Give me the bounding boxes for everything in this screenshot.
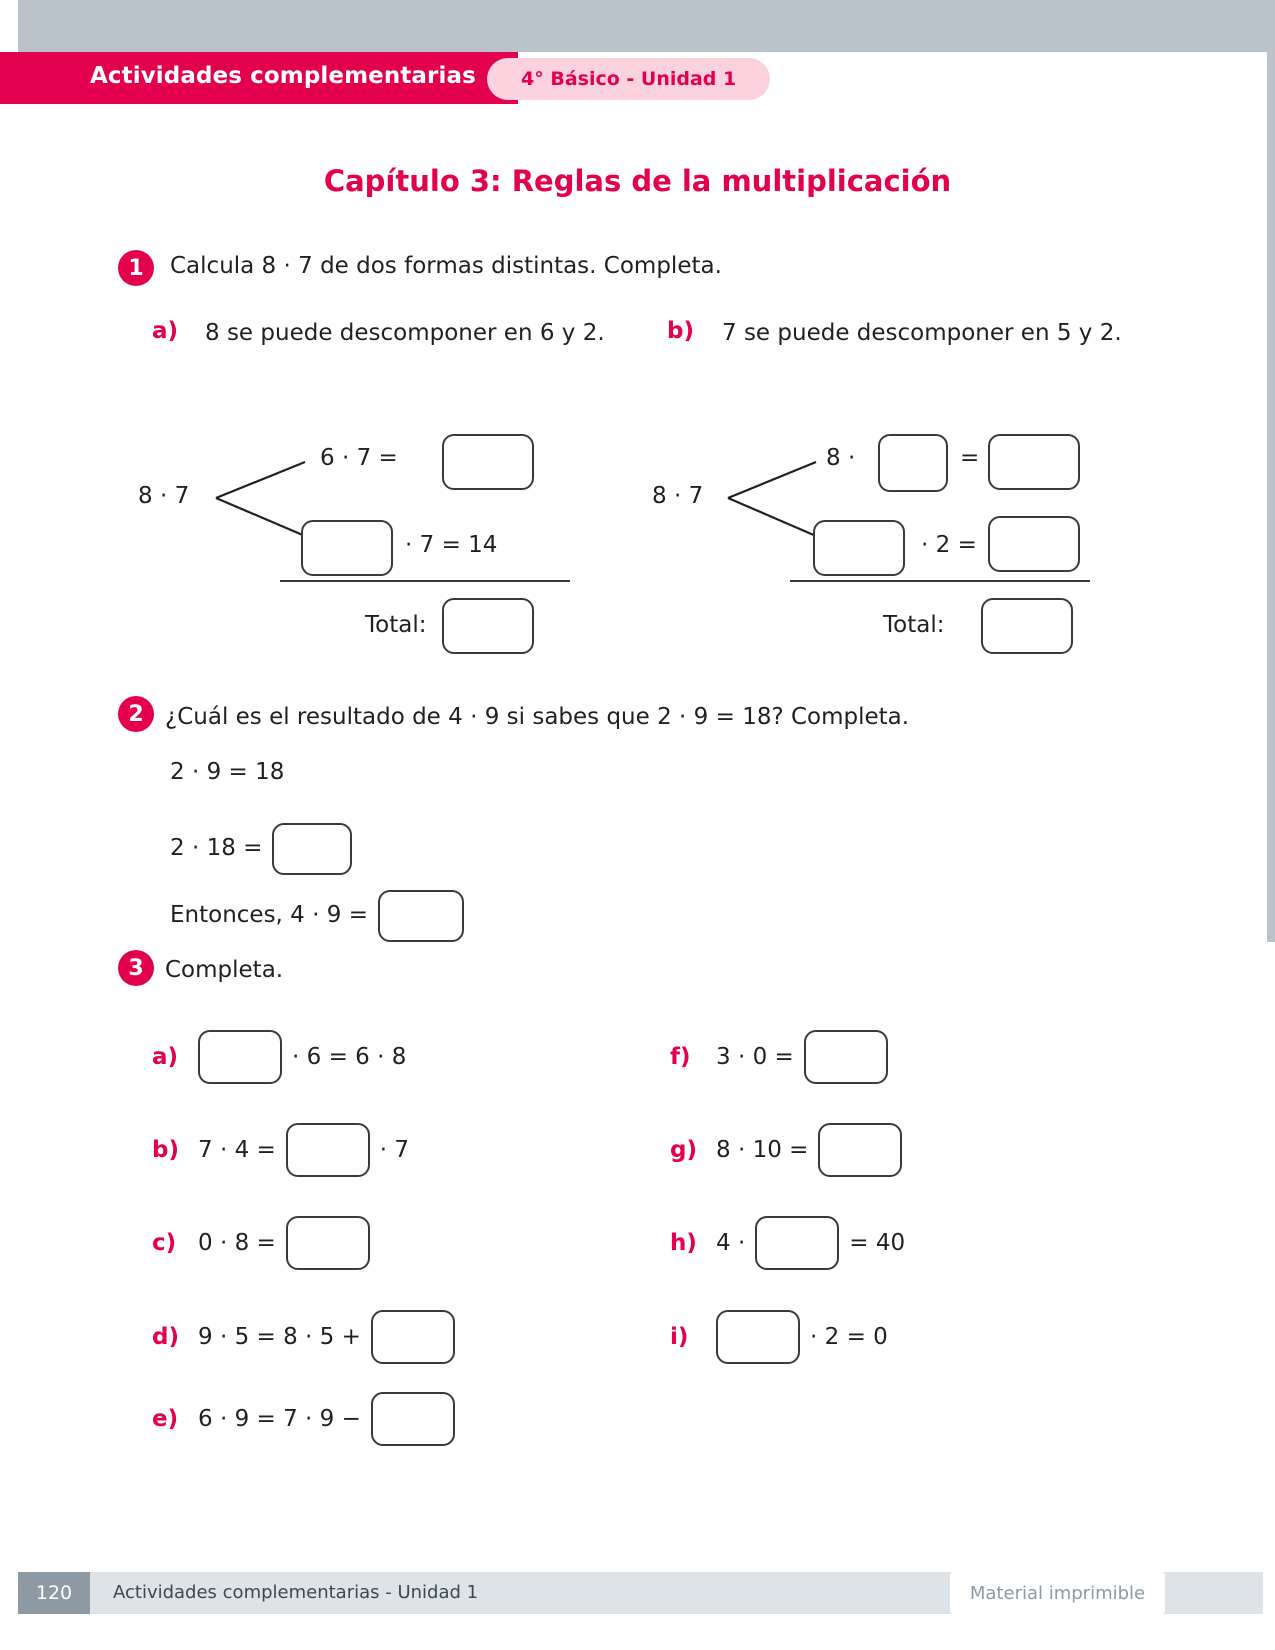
diagram-a-bottom-answer-box[interactable] — [301, 520, 393, 576]
exercise-3-item-g-answer-box[interactable] — [818, 1123, 902, 1177]
exercise-3-item-e-answer-box[interactable] — [371, 1392, 455, 1446]
diagram-b-total-rule — [790, 580, 1090, 582]
header-unit-pill-label: 4° Básico - Unidad 1 — [521, 68, 737, 90]
exercise-1a-letter: a) — [152, 318, 179, 344]
diagram-a-top-expression: 6 · 7 = — [320, 445, 398, 471]
exercise-2-line-3 — [170, 890, 464, 942]
exercise-3-item-a-answer-box[interactable] — [198, 1030, 282, 1084]
footer-page-number: 120 — [18, 1572, 90, 1614]
footer-printable-label: Material imprimible — [969, 1582, 1146, 1604]
diagram-b-top-answer-box-1[interactable] — [878, 434, 948, 492]
exercise-3-item-f-letter: f) — [670, 1044, 691, 1070]
exercise-2-line-1: 2 · 9 = 18 — [170, 759, 285, 785]
exercise-3-item-h-answer-box[interactable] — [755, 1216, 839, 1270]
diagram-a-bottom-expression: · 7 = 14 — [405, 532, 498, 558]
exercise-3-item-d — [152, 1310, 455, 1364]
exercise-3-item-g-before: 8 · 10 = — [716, 1137, 809, 1163]
top-grey-bar — [0, 0, 1275, 52]
exercise-3-item-f — [670, 1030, 888, 1084]
exercise-3-item-h-letter: h) — [670, 1230, 697, 1256]
exercise-3-item-h-after: = 40 — [849, 1230, 906, 1256]
exercise-3-item-c-before: 0 · 8 = — [198, 1230, 276, 1256]
diagram-b-bottom-answer-box-1[interactable] — [813, 520, 905, 576]
exercise-1-stem: Calcula 8 · 7 de dos formas distintas. Completa. — [170, 253, 722, 279]
exercise-3-item-e — [152, 1392, 455, 1446]
diagram-b-total-answer-box[interactable] — [981, 598, 1073, 654]
exercise-1b-letter: b) — [667, 318, 694, 344]
diagram-a-total-rule — [280, 580, 570, 582]
exercise-3-item-e-before: 6 · 9 = 7 · 9 − — [198, 1406, 361, 1432]
exercise-1b-text: 7 se puede descomponer en 5 y 2. — [722, 320, 1122, 346]
exercise-1b-diagram — [638, 420, 1098, 675]
diagram-a-root: 8 · 7 — [138, 483, 190, 509]
exercise-3-item-i-after: · 2 = 0 — [810, 1324, 888, 1350]
diagram-b-bottom-answer-box-2[interactable] — [988, 516, 1080, 572]
diagram-b-top-answer-box-2[interactable] — [988, 434, 1080, 490]
exercise-3-item-g — [670, 1123, 902, 1177]
exercise-2-line-3-answer-box[interactable] — [378, 890, 464, 942]
top-left-white-notch — [0, 0, 18, 52]
exercise-number-3: 3 — [118, 950, 154, 986]
header-unit-pill — [487, 58, 770, 100]
exercise-2-line-2-answer-box[interactable] — [272, 823, 352, 875]
exercise-3-item-h — [670, 1216, 905, 1270]
exercise-3-item-c — [152, 1216, 370, 1270]
exercise-1a-text: 8 se puede descomponer en 6 y 2. — [205, 320, 605, 346]
exercise-3-item-b-answer-box[interactable] — [286, 1123, 370, 1177]
exercise-3-item-b-after: · 7 — [379, 1137, 410, 1163]
exercise-3-item-b-before: 7 · 4 = — [198, 1137, 276, 1163]
diagram-a-total-label: Total: — [365, 612, 427, 638]
diagram-b-top-prefix: 8 · — [826, 445, 856, 471]
exercise-1a-diagram — [120, 420, 560, 675]
exercise-3-item-b — [152, 1123, 409, 1177]
exercise-2-line-3-prefix: Entonces, 4 · 9 = — [170, 902, 368, 929]
exercise-3-item-a-letter: a) — [152, 1044, 179, 1070]
exercise-2-line-2 — [170, 823, 352, 875]
diagram-b-top-equals: = — [960, 445, 980, 471]
exercise-3-item-i-letter: i) — [670, 1324, 689, 1350]
exercise-number-2: 2 — [118, 696, 154, 732]
exercise-3-item-d-answer-box[interactable] — [371, 1310, 455, 1364]
diagram-b-total-label: Total: — [883, 612, 945, 638]
chapter-title: Capítulo 3: Reglas de la multiplicación — [323, 164, 952, 198]
exercise-3-item-i-answer-box[interactable] — [716, 1310, 800, 1364]
exercise-3-item-a-after: · 6 = 6 · 8 — [292, 1044, 407, 1070]
header-title: Actividades complementarias — [90, 63, 476, 89]
footer-printable-badge — [950, 1572, 1165, 1614]
exercise-3-item-e-letter: e) — [152, 1406, 179, 1432]
exercise-number-1: 1 — [118, 250, 154, 286]
diagram-b-root: 8 · 7 — [652, 483, 704, 509]
exercise-3-item-d-before: 9 · 5 = 8 · 5 + — [198, 1324, 361, 1350]
exercise-3-stem: Completa. — [165, 957, 284, 983]
exercise-3-item-i — [670, 1310, 888, 1364]
footer-text: Actividades complementarias - Unidad 1 — [113, 1582, 479, 1603]
exercise-3-item-c-answer-box[interactable] — [286, 1216, 370, 1270]
exercise-3-item-b-letter: b) — [152, 1137, 179, 1163]
exercise-2-stem: ¿Cuál es el resultado de 4 · 9 si sabes que 2 · 9 = 18? Completa. — [165, 704, 910, 730]
diagram-a-top-answer-box[interactable] — [442, 434, 534, 490]
exercise-3-item-d-letter: d) — [152, 1324, 179, 1350]
diagram-b-bottom-expression: · 2 = — [921, 532, 977, 558]
diagram-a-total-answer-box[interactable] — [442, 598, 534, 654]
exercise-3-item-c-letter: c) — [152, 1230, 177, 1256]
exercise-3-item-f-answer-box[interactable] — [804, 1030, 888, 1084]
exercise-3-item-f-before: 3 · 0 = — [716, 1044, 794, 1070]
exercise-3-item-h-before: 4 · — [716, 1230, 746, 1256]
exercise-2-line-2-prefix: 2 · 18 = — [170, 835, 263, 862]
exercise-3-item-g-letter: g) — [670, 1137, 697, 1163]
exercise-3-item-a — [152, 1030, 406, 1084]
